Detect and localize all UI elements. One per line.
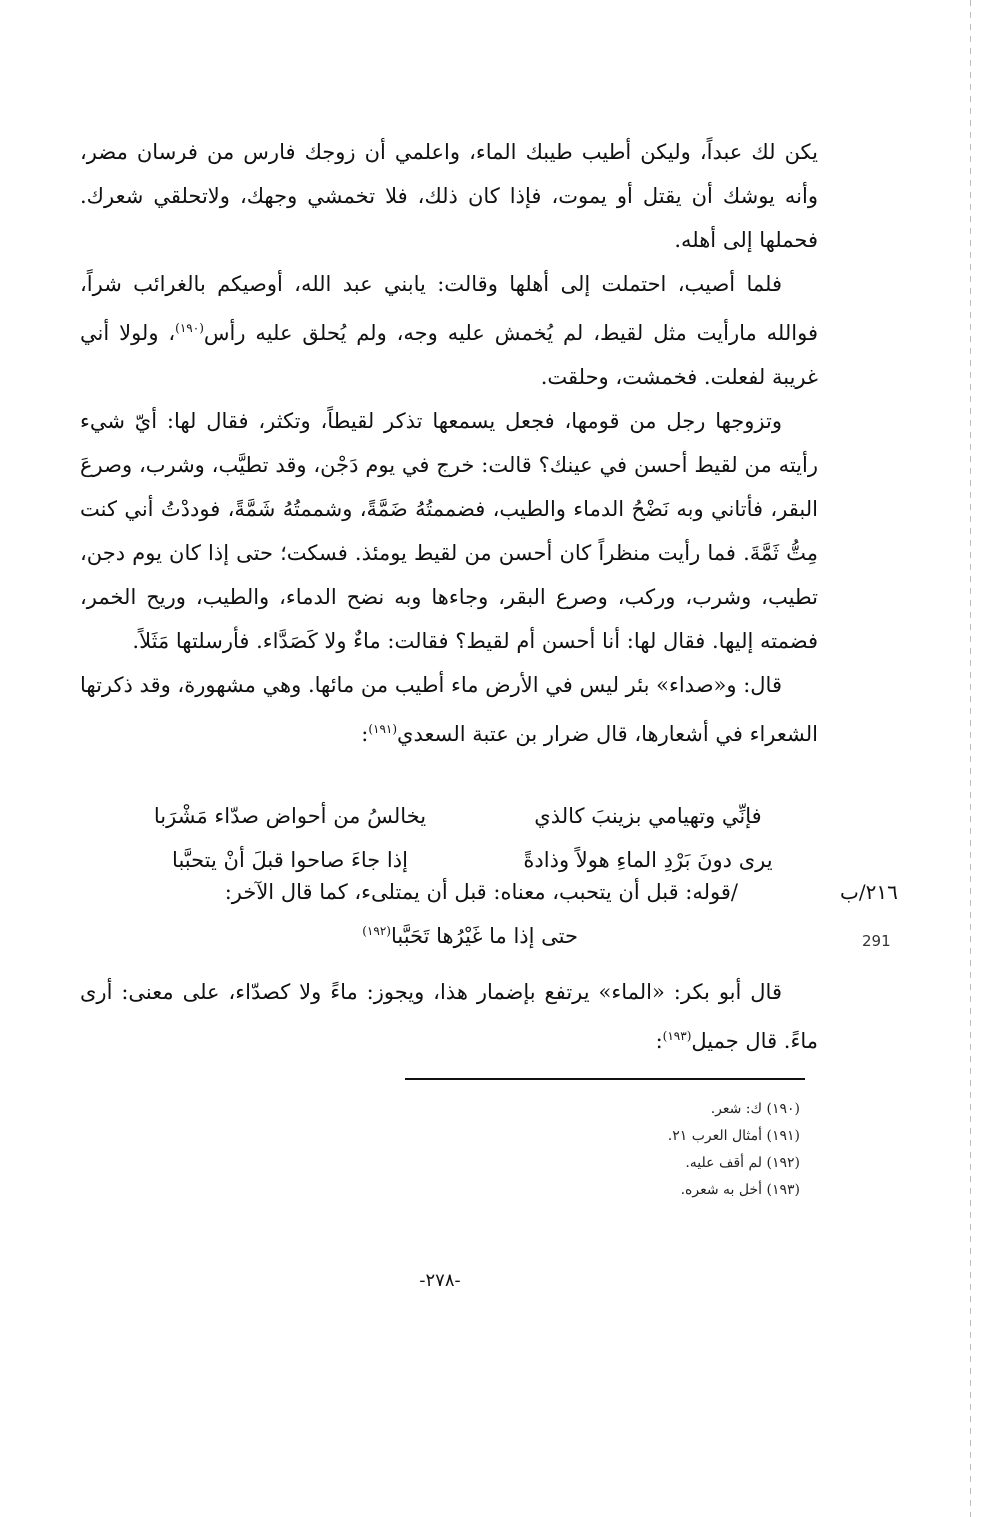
margin-page-ref: 291 bbox=[862, 932, 891, 950]
footnote-190: (١٩٠) ك: شعر. bbox=[710, 1101, 800, 1117]
page-number: -٢٧٨- bbox=[419, 1270, 461, 1291]
footnote-ref-192: (١٩٢) bbox=[362, 924, 391, 938]
paragraph-5 bbox=[80, 970, 818, 1063]
footnote-191: (١٩١) أمثال العرب ٢١. bbox=[667, 1128, 800, 1144]
verse-1-first-hemistich: فإنِّي وتهيامي بزينبَ كالذي bbox=[534, 804, 762, 828]
half-verse-text: حتى إذا ما غَيْرُها تَحَبَّبا bbox=[390, 924, 578, 948]
paragraph-2-text-b: ، ولولا أني غريبة لفعلت. فخمشت، وحلقت. bbox=[80, 321, 818, 389]
paragraph-5-text-b: : bbox=[655, 1029, 663, 1053]
verse-2-second-hemistich: إذا جاءَ صاحوا قبلَ أنْ يتحبَّبا bbox=[172, 848, 408, 872]
paragraph-3 bbox=[80, 399, 818, 663]
paragraph-5-text-a: قال أبو بكر: «الماء» يرتفع بإضمار هذا، ويجوز: ماءً ولا كصدّاء، على معنى: أرى ماءً. قال جميل bbox=[80, 980, 818, 1053]
paragraph-1 bbox=[80, 130, 818, 262]
folio-marker: ٢١٦/ب bbox=[840, 880, 898, 904]
paragraph-4 bbox=[80, 663, 818, 756]
footnote-ref-191: (١٩١) bbox=[368, 722, 398, 736]
half-verse bbox=[362, 924, 578, 948]
verse-row bbox=[80, 794, 818, 838]
footnote-divider bbox=[405, 1078, 805, 1080]
footnote-192: (١٩٢) لم أقف عليه. bbox=[685, 1155, 800, 1171]
verse-1-second-hemistich: يخالسُ من أحواض صدّاء مَشْرَبا bbox=[153, 804, 427, 828]
footnote-193: (١٩٣) أخل به شعره. bbox=[680, 1182, 800, 1198]
paragraph-2-text-a: فلما أصيب، احتملت إلى أهلها وقالت: يابني عبد الله، أوصيكم بالغرائب شراً، فوالله مارأيت مثل لقيط، لم يُخمش عليه وجه، ولم يُحلق عليه رأس bbox=[80, 272, 818, 345]
poem bbox=[80, 794, 818, 882]
footnote-ref-190: (١٩٠) bbox=[175, 321, 204, 335]
paragraph-4-text-b: : bbox=[361, 722, 369, 746]
verse-row bbox=[80, 838, 818, 882]
footnote-ref-193: (١٩٣) bbox=[662, 1029, 692, 1043]
final-paragraph bbox=[80, 970, 818, 1063]
scan-edge-line bbox=[970, 0, 971, 1517]
commentary-line: /قوله: قبل أن يتحبب، معناه: قبل أن يمتلىء، كما قال الآخر: bbox=[224, 880, 738, 904]
paragraph-3-text: وتزوجها رجل من قومها، فجعل يسمعها تذكر لقيطاً، وتكثر، فقال لها: أيّ شيء رأيته من لقيط أحسن في عينك؟ قالت: خرج في يوم دَجْن، وقد تطيَّب، وشرب، وصرعَ البقر، فأتاني وبه نَضْحُ الدماء والطيب، فضممتُهُ ضَمَّةً، وشممتُهُ شَمَّةً، فوددْتُ أني كنت مِتُّ ثَمَّةَ. فما رأيت منظراً كان أحسن من لقيط يومئذ. فسكت؛ حتى إذا كان يوم دجن، تطيب، وشرب، وركب، وصرع البقر، وجاءها وبه نضح الدماء، والطيب، وريح الخمر، فضمته إليها. فقال لها: أنا أحسن أم لقيط؟ فقالت: ماءٌ ولا كَصَدَّاء. فأرسلتها مَثَلاً. bbox=[80, 409, 818, 653]
paragraph-4-text-a: قال: و«صداء» بئر ليس في الأرض ماء أطيب من مائها. وهي مشهورة، وقد ذكرتها الشعراء في أشعارها، قال ضرار بن عتبة السعدي bbox=[80, 673, 818, 746]
main-text bbox=[80, 130, 818, 756]
paragraph-2 bbox=[80, 262, 818, 399]
footnotes bbox=[405, 1096, 800, 1204]
verse-2-first-hemistich: يرى دونَ بَرْدِ الماءِ هولاً وذادةً bbox=[523, 848, 773, 872]
paragraph-1-text: يكن لك عبداً، وليكن أطيب طيبك الماء، واعلمي أن زوجك فارس من فرسان مضر، وأنه يوشك أن يقتل أو يموت، فإذا كان ذلك، فلا تخمشي وجهك، ولاتحلقي شعرك. فحملها إلى أهله. bbox=[80, 140, 818, 252]
